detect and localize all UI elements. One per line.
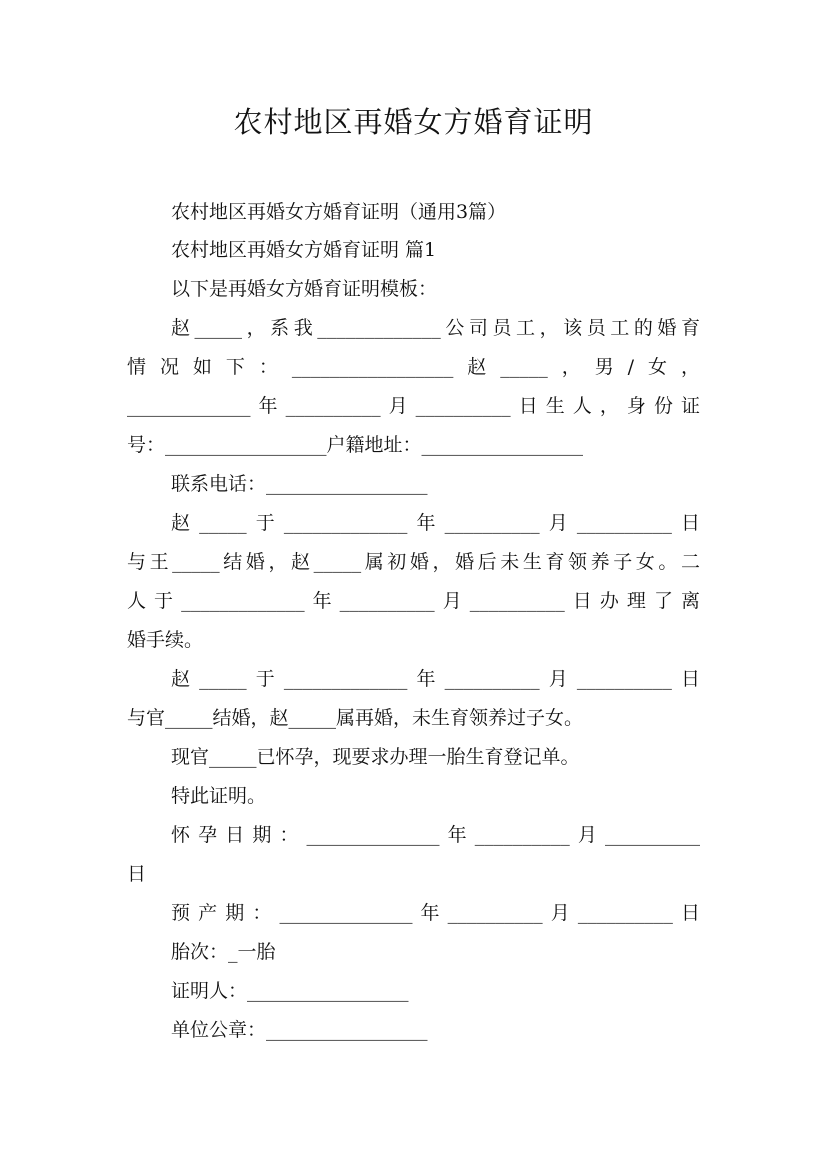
- birth-order-line: 胎次：_一胎: [171, 941, 276, 963]
- contact-phone-line: 联系电话：_________________: [171, 473, 428, 495]
- remarriage-line-2: 与官_____结婚，赵_____属再婚，未生育领养过子女。: [127, 707, 584, 729]
- company-seal-line: 单位公章：_________________: [171, 1019, 428, 1041]
- first-marriage-line-2: 与王_____结婚，赵_____属初婚，婚后未生育领养子女。二: [127, 551, 700, 573]
- certification-line: 特此证明。: [171, 785, 267, 807]
- due-date-line: 预产期：______________年__________月__________日: [171, 902, 700, 924]
- pregnancy-date-line-2: 日: [127, 863, 147, 885]
- employee-info-line-2: 情况如下：_________________赵_____，男/女，: [127, 356, 700, 378]
- first-marriage-line-1: 赵_____于_____________年__________月__________日: [171, 512, 700, 534]
- document-title: 农村地区再婚女方婚育证明: [233, 105, 594, 139]
- pregnancy-date-line-1: 怀孕日期：______________年__________月__________: [171, 824, 700, 846]
- employee-info-line-1: 赵_____，系我_____________公司员工，该员工的婚育: [171, 317, 700, 339]
- employee-info-line-4: 号：_________________户籍地址：_________________: [127, 434, 584, 456]
- witness-line: 证明人：_________________: [171, 980, 409, 1002]
- remarriage-line-1: 赵_____于_____________年__________月__________日: [171, 668, 700, 690]
- intro-paragraph: 以下是再婚女方婚育证明模板：: [171, 278, 438, 300]
- first-marriage-line-4: 婚手续。: [127, 629, 204, 651]
- first-marriage-line-3: 人于_____________年__________月__________日办理了离: [127, 590, 700, 612]
- section-heading: 农村地区再婚女方婚育证明 篇1: [171, 239, 437, 261]
- doc-heading: 农村地区再婚女方婚育证明（通用3篇）: [171, 201, 507, 223]
- pregnancy-request-line: 现官_____已怀孕，现要求办理一胎生育登记单。: [171, 746, 580, 768]
- employee-info-line-3: _____________年__________月__________日生人，身份证: [127, 395, 700, 417]
